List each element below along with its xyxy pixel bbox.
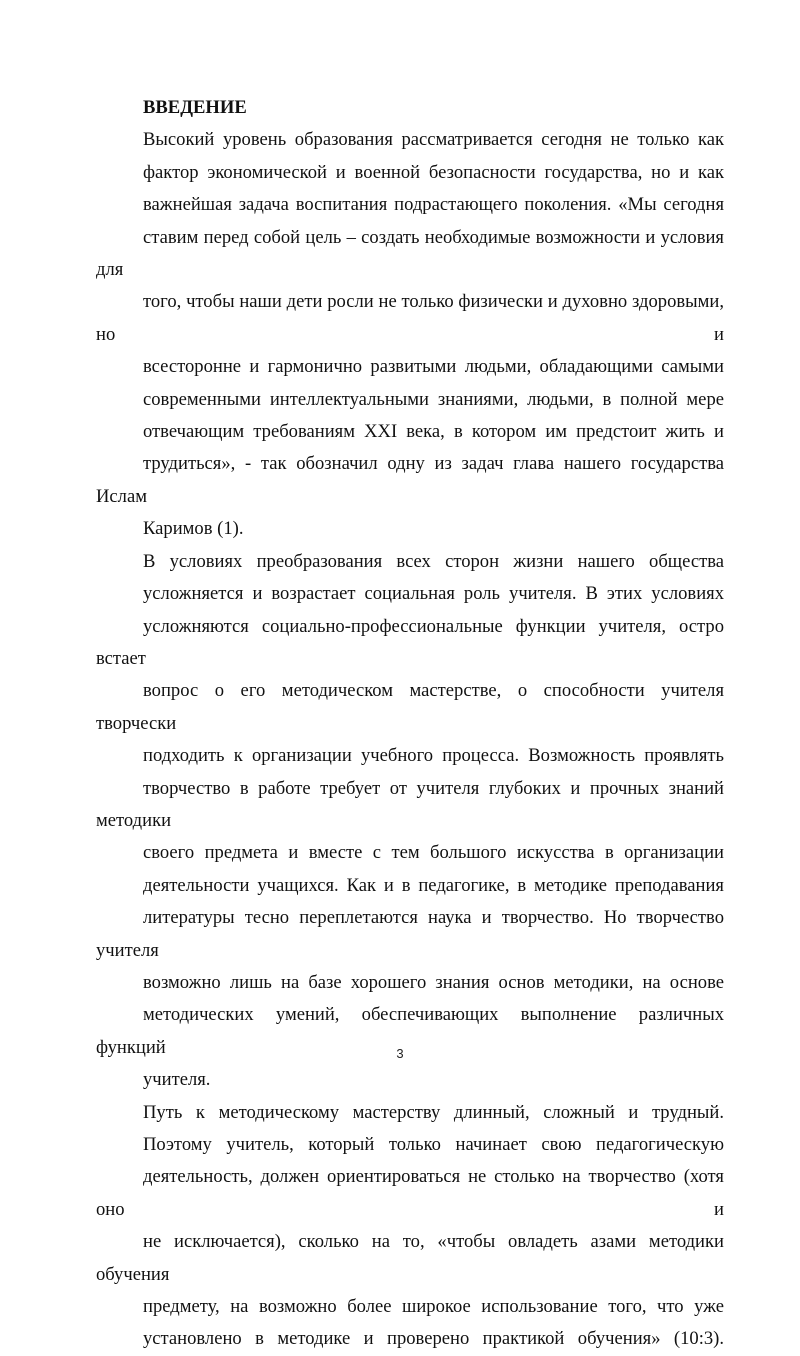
paragraph-line: творчество в работе требует от учителя глубоких и прочных знаний методики <box>96 777 724 831</box>
paragraph-line: своего предмета и вместе с тем большого искусства в организации <box>143 842 724 864</box>
paragraph-line: возможно лишь на базе хорошего знания основ методики, на основе <box>143 971 724 993</box>
section-heading: ВВЕДЕНИЕ <box>143 97 247 118</box>
paragraph-line: фактор экономической и военной безопасности государства, но и как <box>143 161 724 183</box>
paragraph-line: учителя. <box>143 1069 211 1091</box>
paragraph-line: Путь к методическому мастерству длинный, сложный и трудный. <box>143 1101 724 1123</box>
paragraph-line: деятельность, должен ориентироваться не столько на творчество (хотя оно и <box>96 1166 724 1220</box>
paragraph-line: не исключается), сколько на то, «чтобы овладеть азами методики обучения <box>96 1231 724 1285</box>
document-page <box>96 92 724 1356</box>
page-number: 3 <box>396 1046 404 1061</box>
paragraph-line: ставим перед собой цель – создать необходимые возможности и условия для <box>96 226 724 281</box>
paragraph-line: усложняются социально-профессиональные функции учителя, остро встает <box>96 615 724 669</box>
paragraph-line: Каримов (1). <box>143 518 244 540</box>
paragraph-line: того, чтобы наши дети росли не только физически и духовно здоровыми, но и <box>96 291 724 345</box>
paragraph-line: Поэтому учитель, который только начинает свою педагогическую <box>143 1134 724 1155</box>
paragraph-line: методических умений, обеспечивающих выполнение различных функций <box>96 1004 724 1058</box>
paragraph-line: всесторонне и гармонично развитыми людьми, обладающими самыми <box>143 356 724 378</box>
paragraph-3 <box>96 1097 724 1356</box>
paragraph-line: деятельности учащихся. Как и в педагогике, в методике преподавания <box>143 874 724 896</box>
paragraph-1 <box>96 124 724 545</box>
paragraph-line: вопрос о его методическом мастерстве, о способности учителя творчески <box>96 680 724 734</box>
paragraph-line: важнейшая задача воспитания подрастающего поколения. «Мы сегодня <box>143 194 724 216</box>
paragraph-line: В условиях преобразования всех сторон жизни нашего общества <box>143 550 724 572</box>
paragraph-line: Высокий уровень образования рассматривается сегодня не только как <box>143 129 724 151</box>
paragraph-line: литературы тесно переплетаются наука и творчество. Но творчество учителя <box>96 907 724 961</box>
paragraph-line: отвечающим требованиям XXI века, в котором им предстоит жить и <box>143 421 724 443</box>
paragraph-2 <box>96 546 724 1097</box>
paragraph-line: подходить к организации учебного процесса. Возможность проявлять <box>143 745 724 767</box>
paragraph-line: современными интеллектуальными знаниями, людьми, в полной мере <box>143 388 724 410</box>
paragraph-line: усложняется и возрастает социальная роль учителя. В этих условиях <box>143 583 724 605</box>
paragraph-line: установлено в методике и проверено практикой обучения» (10:3). <box>143 1328 724 1350</box>
paragraph-line: предмету, на возможно более широкое использование того, что уже <box>143 1296 724 1318</box>
paragraph-line: трудиться», - так обозначил одну из задач глава нашего государства Ислам <box>96 453 724 507</box>
